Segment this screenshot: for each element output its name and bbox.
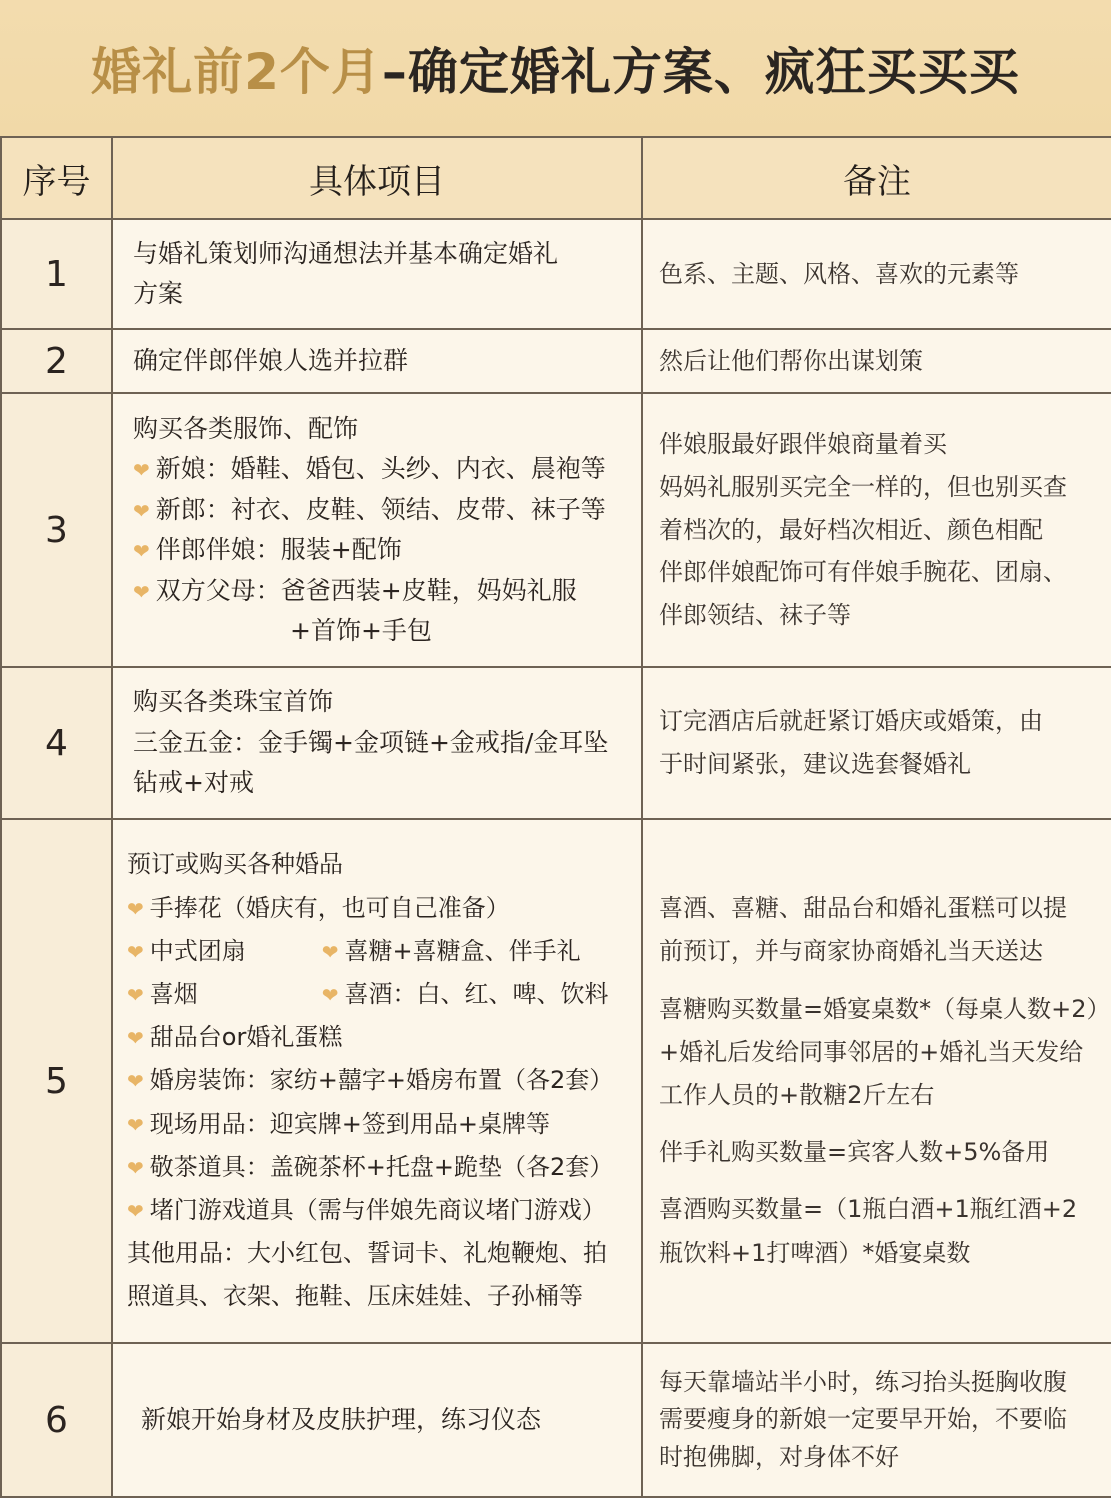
table-row [1,667,1111,819]
note-line: 前预订，并与商家协商婚礼当天送达 [659,937,1043,966]
row-number: 1 [1,219,112,329]
item-line: 三金五金：金手镯+金项链+金戒指/金耳坠 [133,727,609,757]
row-item [112,1343,642,1497]
header-number: 序号 [1,137,112,219]
page-title [91,32,1020,104]
note-line: 喜糖购买数量=婚宴桌数*（每桌人数+2） [659,994,1111,1023]
row-note [642,329,1111,393]
heart-icon: ❤ [133,579,150,604]
table-row [1,393,1111,667]
note-line: 订完酒店后就赶紧订婚庆或婚策，由 [659,707,1043,736]
bullet-item: ❤ 双方父母：爸爸西装+皮鞋，妈妈礼服 [133,575,577,605]
note-line: 于时间紧张，建议选套餐婚礼 [659,750,971,778]
bullet-item: ❤ 现场用品：迎宾牌+签到用品+桌牌等 [127,1109,550,1138]
header-item: 具体项目 [112,137,642,219]
item-title: 购买各类服饰、配饰 [133,413,359,443]
note-line: 伴手礼购买数量=宾客人数+5%备用 [659,1138,1050,1167]
table-header-row [1,137,1111,219]
bullet-item: ❤ 甜品台or婚礼蛋糕 [127,1023,343,1052]
item-line: 购买各类珠宝首饰 [133,687,334,717]
item-line: 方案 [133,279,184,308]
note-line: +婚礼后发给同事邻居的+婚礼当天发给 [659,1037,1084,1066]
heart-icon: ❤ [127,1198,144,1223]
note-line: 伴郎伴娘配饰可有伴娘手腕花、团扇、 [659,558,1067,587]
bullet-item: ❤ 伴郎伴娘：服装+配饰 [133,535,402,564]
heart-icon: ❤ [133,539,150,563]
row-number: 3 [1,393,112,667]
heart-icon: ❤ [127,1155,144,1180]
heart-icon: ❤ [127,983,144,1008]
row-number: 4 [1,667,112,819]
heart-icon: ❤ [127,896,144,921]
note-line: 喜酒购买数量=（1瓶白酒+1瓶红酒+2 [659,1195,1078,1224]
note-line: 着档次的，最好档次相近、颜色相配 [659,515,1043,544]
table-row [1,1343,1111,1497]
bullet-item: ❤ 中式团扇 ❤ 喜糖+喜糖盒、伴手礼 [127,936,581,965]
item-line: 钻戒+对戒 [133,768,254,798]
row-note [642,1343,1111,1497]
row-number: 6 [1,1343,112,1497]
item-continuation: +首饰+手包 [290,616,432,645]
bullet-item: ❤ 新郎：衬衣、皮鞋、领结、皮带、袜子等 [133,494,606,524]
note-line: 需要瘦身的新娘一定要早开始，不要临 [659,1405,1067,1434]
note-line: 工作人员的+散糖2斤左右 [659,1081,935,1109]
row-item [112,393,642,667]
row-item [112,667,642,819]
header-note: 备注 [642,137,1111,219]
item-title: 预订或购买各种婚品 [127,850,343,879]
note-line: 妈妈礼服别买完全一样的，但也别买查 [659,472,1067,501]
bullet-item: ❤ 喜烟 ❤ 喜酒：白、红、啤、饮料 [127,980,609,1009]
row-note [642,667,1111,819]
row-number: 5 [1,819,112,1343]
heart-icon: ❤ [127,1069,144,1094]
note-line: 然后让他们帮你出谋划策 [659,346,923,375]
heart-icon: ❤ [321,983,339,1008]
heart-icon: ❤ [127,1112,144,1137]
note-line: 瓶饮料+1打啤酒）*婚宴桌数 [659,1238,971,1267]
bullet-item: ❤ 婚房装饰：家纺+囍字+婚房布置（各2套） [127,1066,614,1095]
item-line: 与婚礼策划师沟通想法并基本确定婚礼 [133,238,559,268]
title-main: –确定婚礼方案、疯狂买买买 [381,43,1020,101]
row-item [112,219,642,329]
title-bar [0,0,1111,136]
table-row [1,819,1111,1343]
note-line: 每天靠墙站半小时，练习抬头挺胸收腹 [659,1368,1067,1397]
bullet-item: ❤ 新娘：婚鞋、婚包、头纱、内衣、晨袍等 [133,454,606,483]
bullet-item: ❤ 堵门游戏道具（需与伴娘先商议堵门游戏） [127,1195,606,1224]
item-line: 新娘开始身材及皮肤护理，练习仪态 [141,1404,542,1434]
note-line: 伴娘服最好跟伴娘商量着买 [659,430,947,459]
row-note [642,819,1111,1343]
item-line: 确定伴郎伴娘人选并拉群 [133,345,409,375]
bullet-item: ❤ 敬茶道具：盖碗茶杯+托盘+跪垫（各2套） [127,1152,614,1181]
row-number: 2 [1,329,112,393]
row-item [112,819,642,1343]
heart-icon: ❤ [133,458,150,482]
title-highlight: 婚礼前2个月 [91,43,382,101]
note-line: 色系、主题、风格、喜欢的元素等 [659,259,1019,288]
heart-icon: ❤ [321,939,339,964]
heart-icon: ❤ [127,939,144,964]
row-note [642,393,1111,667]
checklist-table [0,136,1111,1498]
bullet-item: ❤ 手捧花（婚庆有，也可自己准备） [127,893,510,922]
note-line: 时抱佛脚，对身体不好 [659,1442,899,1471]
row-item [112,329,642,393]
table-row [1,219,1111,329]
item-line: 照道具、衣架、拖鞋、压床娃娃、子孙桶等 [127,1282,583,1311]
note-line: 喜酒、喜糖、甜品台和婚礼蛋糕可以提 [659,894,1067,923]
table-row [1,329,1111,393]
item-line: 其他用品：大小红包、誓词卡、礼炮鞭炮、拍 [127,1239,607,1268]
heart-icon: ❤ [127,1026,144,1051]
note-line: 伴郎领结、袜子等 [659,601,851,630]
row-note [642,219,1111,329]
heart-icon: ❤ [133,498,150,523]
